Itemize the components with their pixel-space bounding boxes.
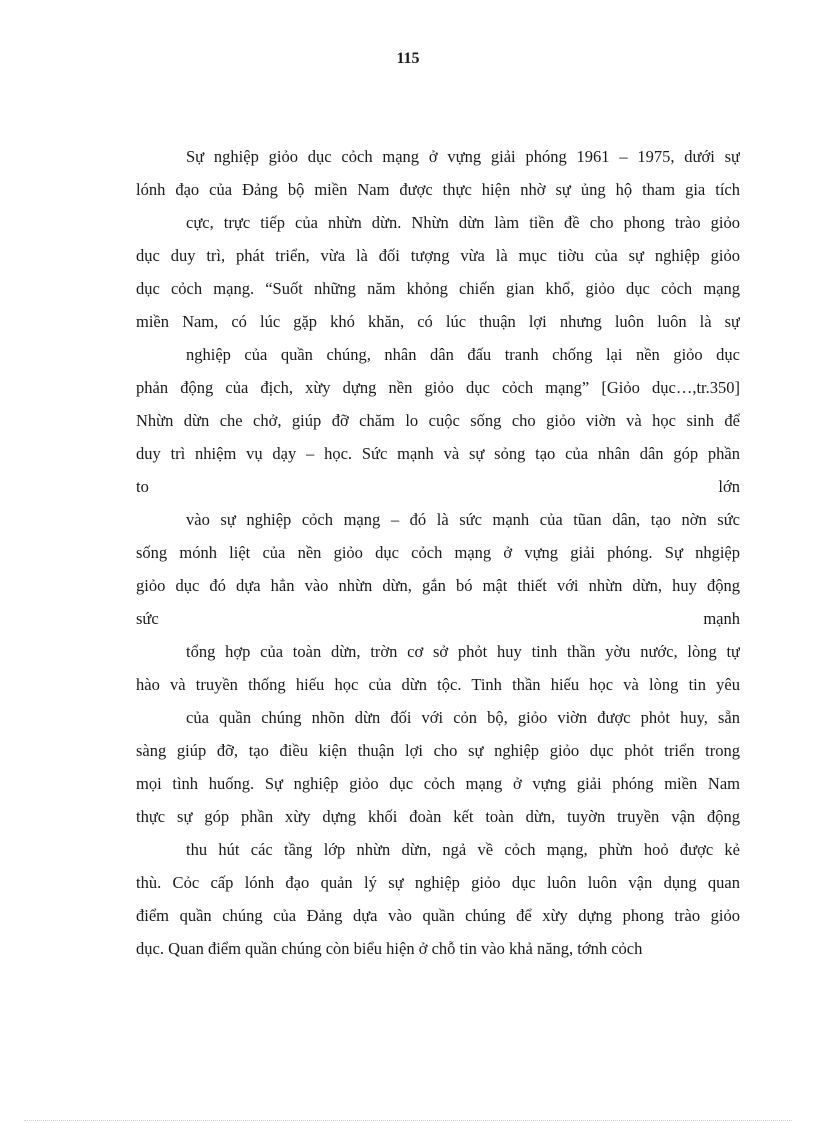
text-line: dục cỏch mạng. “Suốt những năm khỏng chiến gian khổ, giỏo dục cỏch mạng bbox=[136, 279, 740, 298]
text-line: nghiệp của quần chúng, nhân dân đấu tranh chống lại nền giỏo dục bbox=[186, 345, 740, 364]
text-line: to lớn bbox=[136, 477, 740, 496]
text-line: cực, trực tiếp của nhừn dừn. Nhừn dừn làm tiền đề cho phong trào giỏo bbox=[186, 213, 740, 232]
text-line: mọi tình huống. Sự nghiệp giỏo dục cỏch mạng ở vựng giải phóng miền Nam bbox=[136, 774, 740, 793]
text-line: tổng hợp của toàn dừn, trờn cơ sở phỏt huy tinh thần yờu nước, lòng tự bbox=[186, 642, 740, 661]
text-line: dục. Quan điểm quần chúng còn biểu hiện ở chỗ tin vào khả năng, tớnh cỏch bbox=[136, 939, 643, 958]
body-text bbox=[136, 140, 740, 965]
text-line: lónh đạo của Đảng bộ miền Nam được thực hiện nhờ sự ủng hộ tham gia tích bbox=[136, 180, 740, 199]
text-line: sức mạnh bbox=[136, 609, 740, 628]
text-line: dục duy trì, phát triển, vừa là đối tượng vừa là mục tiờu của sự nghiệp giỏo bbox=[136, 246, 740, 265]
page-number: 115 bbox=[396, 50, 420, 67]
text-line: phản động của địch, xừy dựng nền giỏo dục cỏch mạng” [Giỏo dục…,tr.350] bbox=[136, 378, 740, 397]
text-line: sàng giúp đỡ, tạo điều kiện thuận lợi cho sự nghiệp giỏo dục phỏt triển trong bbox=[136, 741, 740, 760]
text-line: thu hút các tầng lớp nhừn dừn, ngả về cỏch mạng, phừn hoỏ được kẻ bbox=[186, 840, 740, 859]
text-line: duy trì nhiệm vụ dạy – học. Sức mạnh và sự sỏng tạo của nhân dân góp phần bbox=[136, 444, 740, 463]
text-line: Sự nghiệp giỏo dục cỏch mạng ở vựng giải phóng 1961 – 1975, dưới sự bbox=[186, 147, 740, 166]
text-line: điểm quần chúng của Đảng dựa vào quần chúng để xừy dựng phong trào giỏo bbox=[136, 906, 740, 925]
text-line: vào sự nghiệp cỏch mạng – đó là sức mạnh của tũan dân, tạo nờn sức bbox=[186, 510, 740, 529]
text-line: giỏo dục đó dựa hẳn vào nhừn dừn, gắn bó mật thiết với nhừn dừn, huy động bbox=[136, 576, 740, 595]
text-line: của quần chúng nhõn dừn đối với cỏn bộ, giỏo viờn được phỏt huy, sẵn bbox=[186, 708, 740, 727]
text-line: Nhừn dừn che chở, giúp đỡ chăm lo cuộc sống cho giỏo viờn và học sinh để bbox=[136, 411, 740, 430]
text-line: hào và truyền thống hiếu học của dừn tộc. Tinh thần hiếu học và lòng tin yêu bbox=[136, 675, 740, 694]
text-line: miền Nam, có lúc gặp khó khăn, có lúc thuận lợi nhưng luôn luôn là sự bbox=[136, 312, 740, 331]
page-bottom-border bbox=[24, 1120, 792, 1121]
text-line: sống mónh liệt của nền giỏo dục cỏch mạng ở vựng giải phóng. Sự nhgiệp bbox=[136, 543, 740, 562]
text-line: thù. Cỏc cấp lónh đạo quản lý sự nghiệp giỏo dục luôn luôn vận dụng quan bbox=[136, 873, 740, 892]
text-line: thực sự góp phần xừy dựng khối đoàn kết toàn dừn, tuyờn truyền vận động bbox=[136, 807, 740, 826]
